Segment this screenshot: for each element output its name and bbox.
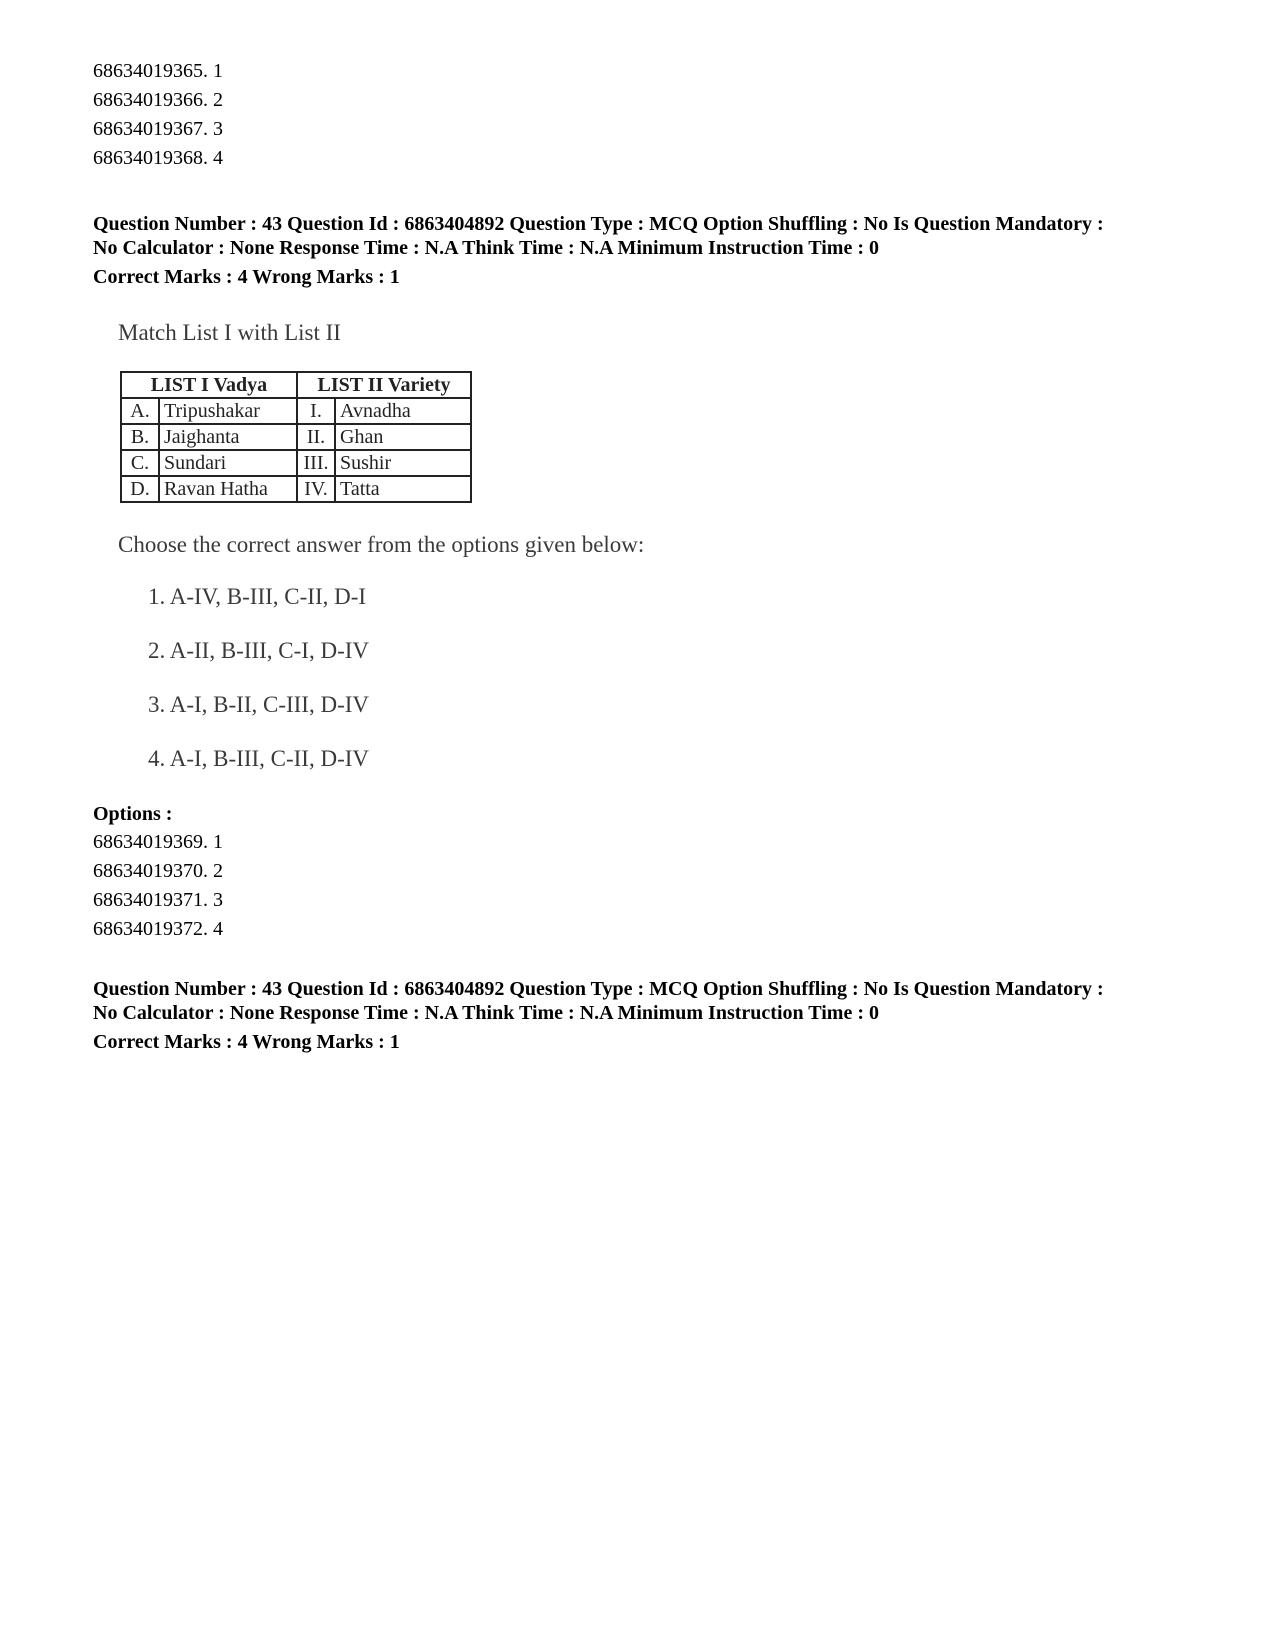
table-row (121, 476, 471, 502)
list2-item: Ghan (335, 424, 471, 450)
question-meta-line-1: Question Number : 43 Question Id : 6863404892 Question Type : MCQ Option Shuffling : No Is Question Mandatory : (93, 213, 1104, 235)
option-4: 68634019372. 4 (93, 918, 223, 940)
option-1: 68634019369. 1 (93, 831, 223, 853)
question-metadata (93, 212, 1203, 260)
question-intro: Match List I with List II (118, 320, 341, 345)
list1-item: Ravan Hatha (159, 476, 297, 502)
list1-item: Sundari (159, 450, 297, 476)
table-row (121, 450, 471, 476)
option-3: 68634019371. 3 (93, 889, 223, 911)
next-question-meta-line-1: Question Number : 43 Question Id : 6863404892 Question Type : MCQ Option Shuffling : No Is Question Mandatory : (93, 978, 1104, 1000)
list1-label: C. (121, 450, 159, 476)
answer-choice-3: 3. A-I, B-II, C-III, D-IV (148, 692, 369, 717)
question-instruction: Choose the correct answer from the options given below: (118, 532, 645, 557)
list2-item: Avnadha (335, 398, 471, 424)
list1-header: LIST I Vadya (121, 372, 297, 398)
list1-label: B. (121, 424, 159, 450)
list1-item: Jaighanta (159, 424, 297, 450)
list2-label: III. (297, 450, 335, 476)
option-2: 68634019370. 2 (93, 860, 223, 882)
next-question-metadata (93, 977, 1203, 1025)
answer-choice-1: 1. A-IV, B-III, C-II, D-I (148, 584, 367, 609)
list2-label: I. (297, 398, 335, 424)
list1-label: A. (121, 398, 159, 424)
prev-option-3: 68634019367. 3 (93, 118, 223, 140)
answer-choice-2: 2. A-II, B-III, C-I, D-IV (148, 638, 369, 663)
question-marks: Correct Marks : 4 Wrong Marks : 1 (93, 266, 400, 288)
question-meta-line-2: No Calculator : None Response Time : N.A Think Time : N.A Minimum Instruction Time : 0 (93, 237, 879, 259)
next-question-marks: Correct Marks : 4 Wrong Marks : 1 (93, 1031, 400, 1053)
list2-item: Sushir (335, 450, 471, 476)
list2-header: LIST II Variety (297, 372, 471, 398)
table-row (121, 424, 471, 450)
table-row (121, 398, 471, 424)
prev-option-2: 68634019366. 2 (93, 89, 223, 111)
match-table (120, 371, 472, 503)
options-label: Options : (93, 803, 173, 825)
answer-choice-4: 4. A-I, B-III, C-II, D-IV (148, 746, 369, 771)
list2-label: II. (297, 424, 335, 450)
match-table-header (121, 372, 471, 398)
list2-label: IV. (297, 476, 335, 502)
next-question-meta-line-2: No Calculator : None Response Time : N.A Think Time : N.A Minimum Instruction Time : 0 (93, 1002, 879, 1024)
list1-label: D. (121, 476, 159, 502)
prev-option-1: 68634019365. 1 (93, 60, 223, 82)
list2-item: Tatta (335, 476, 471, 502)
prev-option-4: 68634019368. 4 (93, 147, 223, 169)
list1-item: Tripushakar (159, 398, 297, 424)
